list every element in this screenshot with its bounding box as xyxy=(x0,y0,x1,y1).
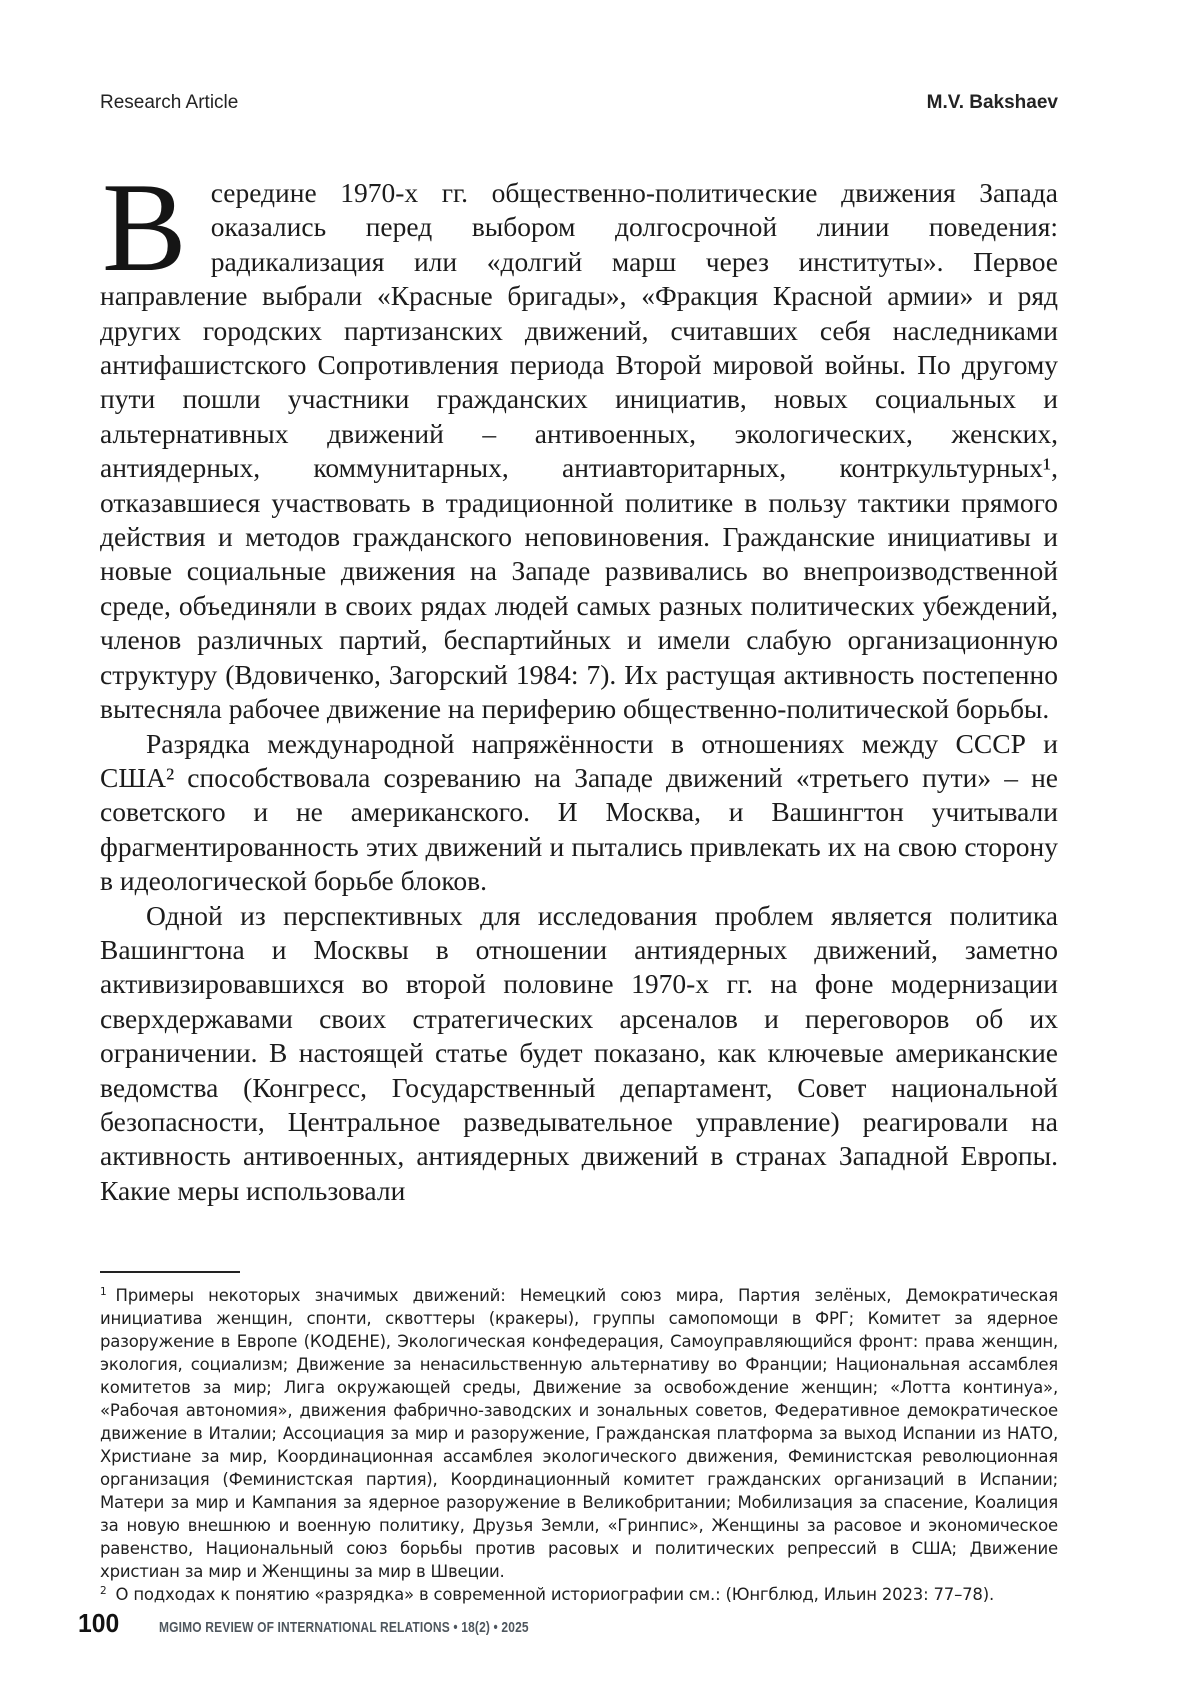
footnote-number: 2 xyxy=(100,1584,107,1597)
footnote-number: 1 xyxy=(100,1285,107,1298)
footnote-text: О подходах к понятию «разрядка» в современной историографии см.: (Юнгблюд, Ильин 2023: 77–78). xyxy=(115,1585,994,1604)
paragraph: Одной из перспективных для исследования проблем является политика Вашингтона и Москвы в отношении антиядерных движений, заметно активизировавшихся во второй половине 1970-х гг. на фоне модернизации сверхдержавами своих стратегических арсеналов и переговоров об их ограничении. В настоящей статье будет показано, как ключевые американские ведомства (Конгресс, Государственный департамент, Совет национальной безопасности, Центральное разведывательное управление) реагировали на активность антивоенных, антиядерных движений в странах Западной Европы. Какие меры использовали xyxy=(100,899,1058,1206)
drop-cap: В xyxy=(102,158,187,298)
running-head xyxy=(100,92,1058,114)
footnotes-section xyxy=(100,1271,1058,1606)
footnote xyxy=(100,1284,1058,1583)
paragraph: Разрядка международной напряжённости в отношениях между СССР и США² способствовала созреванию на Западе движений «третьего пути» – не советского и не американского. И Москва, и Вашингтон учитывали фрагментированность этих движений и пытались привлекать их на свою сторону в идеологической борьбе блоков. xyxy=(100,727,1058,897)
article-body xyxy=(100,158,1058,1208)
footnote-separator-rule xyxy=(100,1271,240,1273)
journal-line: MGIMO REVIEW OF INTERNATIONAL RELATIONS • 18(2) • 2025 xyxy=(159,1619,530,1636)
paragraph-text: середине 1970-х гг. общественно-политические движения Запада оказались перед выбором долгосрочной линии поведения: радикализация или «долгий марш через институты». Первое направление выбрали «Красные бригады», «Фракция Красной армии» и ряд других городских партизанских движений, считавших себя наследниками антифашистского Сопротивления периода Второй мировой войны. По другому пути пошли участники гражданских инициатив, новых социальных и альтернативных движений – антивоенных, экологических, женских, антиядерных, коммунитарных, антиавторитарных, контркультурных¹, отказавшиеся участвовать в традиционной политике в пользу тактики прямого действия и методов гражданского неповиновения. Гражданские инициативы и новые социальные движения на Западе развивались во внепроизводственной среде, объединяли в своих рядах людей самых разных политических убеждений, членов различных партий, беспартийных и имели слабую организационную структуру (Вдовиченко, Загорский 1984: 7). Их растущая активность постепенно вытесняла рабочее движение на периферию общественно-политической борьбы. xyxy=(100,177,1058,725)
paragraph-opening xyxy=(100,158,1058,727)
article-type-label: Research Article xyxy=(100,92,239,113)
footnote-text: Примеры некоторых значимых движений: Немецкий союз мира, Партия зелёных, Демократическая инициатива женщин, спонти, сквоттеры (кракеры), группы самопомощи в ФРГ; Комитет за ядерное разоружение в Европе (КОДЕНЕ), Экологическая конфедерация, Самоуправляющийся фронт: права женщин, экология, социализм; Движение за ненасильственную альтернативу во Франции; Национальная ассамблея комитетов за мир; Лига окружающей среды, Движение за освобождение женщин; «Лотта континуа», «Рабочая автономия», движения фабрично-заводских и зональных советов, Федеративное демократическое движение в Италии; Ассоциация за мир и разоружение, Гражданская платформа за выход Испании из НАТО, Христиане за мир, Координационная ассамблея экологического движения, Феминистская революционная организация (Феминистская партия), Координационный комитет гражданских организаций в Испании; Матери за мир и Кампания за ядерное разоружение в Великобритании; Мобилизация за спасение, Коалиция за новую внешнюю и военную политику, Друзья Земли, «Гринпис», Женщины за расовое и экономическое равенство, Национальный союз борьбы против расовых и политических репрессий в США; Движение христиан за мир и Женщины за мир в Швеции. xyxy=(100,1286,1058,1581)
author-running-head: M.V. Bakshaev xyxy=(926,92,1058,113)
page-footer xyxy=(78,1608,622,1639)
footnote xyxy=(100,1583,1058,1606)
page-number: 100 xyxy=(78,1608,120,1638)
